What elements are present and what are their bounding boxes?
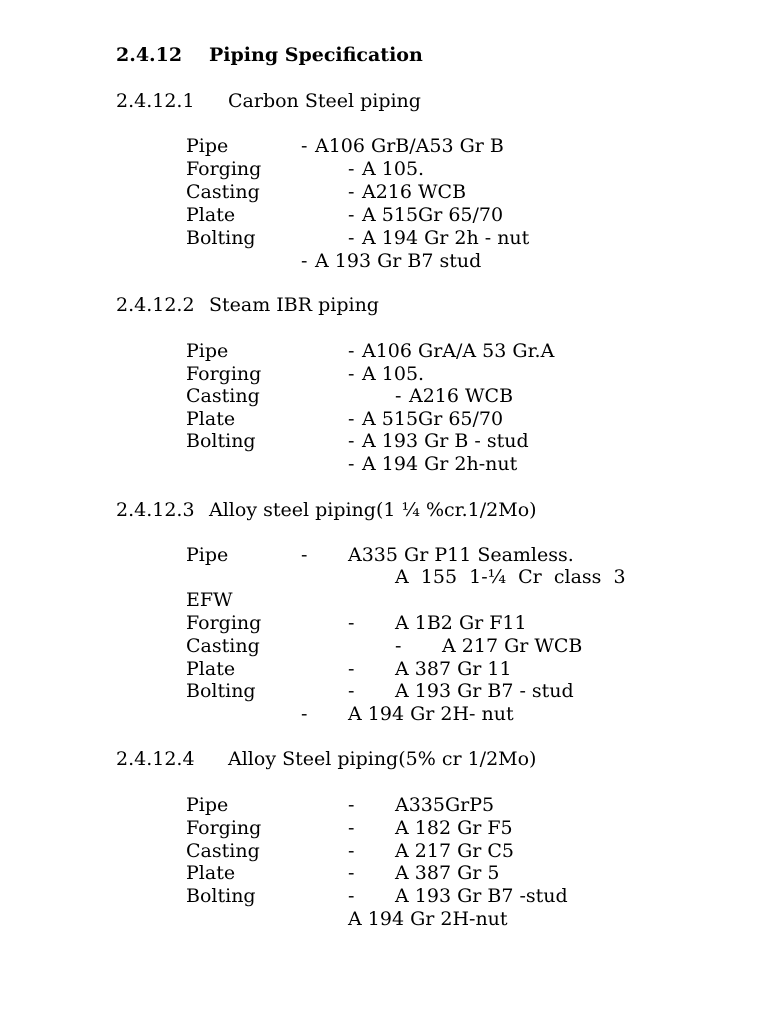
spec-label: Casting [186, 385, 260, 407]
spec-dash: - [301, 135, 308, 157]
spec-value: A 515Gr 65/70 [362, 204, 504, 226]
spec-dash: - [395, 635, 402, 657]
spec-dash: - [348, 227, 355, 249]
section-number: 2.4.12.2 [116, 294, 195, 316]
spec-value: A 515Gr 65/70 [362, 408, 504, 430]
spec-label: Bolting [186, 227, 256, 249]
spec-value: A 105. [362, 158, 425, 180]
spec-label: Forging [186, 817, 262, 839]
spec-dash: - [301, 703, 308, 725]
spec-label: Casting [186, 181, 260, 203]
spec-value: A 193 Gr B - stud [362, 430, 529, 452]
spec-dash: - [348, 680, 355, 702]
section-title: Steam IBR piping [209, 294, 379, 316]
spec-label: Pipe [186, 340, 229, 362]
section-title: Alloy steel piping(1 ¼ %cr.1/2Mo) [209, 499, 537, 521]
spec-value: A216 WCB [409, 385, 514, 407]
spec-label: Bolting [186, 885, 256, 907]
spec-dash: - [395, 385, 402, 407]
spec-dash: - [348, 794, 355, 816]
spec-value: A 217 Gr WCB [442, 635, 583, 657]
spec-label: Plate [186, 204, 236, 226]
section-number: 2.4.12.1 [116, 90, 195, 112]
spec-value: A 194 Gr 2H-nut [348, 908, 508, 930]
spec-label: Casting [186, 635, 260, 657]
spec-value: A 193 Gr B7 -stud [395, 885, 568, 907]
spec-value: A 193 Gr B7 - stud [395, 680, 574, 702]
spec-value: A 1B2 Gr F11 [395, 612, 527, 634]
spec-dash: - [348, 612, 355, 634]
spec-label: Bolting [186, 680, 256, 702]
spec-value: A 217 Gr C5 [395, 840, 514, 862]
spec-value: A 193 Gr B7 stud [315, 250, 482, 272]
spec-dash: - [301, 544, 308, 566]
spec-dash: - [348, 158, 355, 180]
spec-dash: - [348, 430, 355, 452]
spec-value: A216 WCB [362, 181, 467, 203]
spec-value: A335GrP5 [395, 794, 495, 816]
spec-value: A106 GrA/A 53 Gr.A [362, 340, 555, 362]
spec-dash: - [348, 340, 355, 362]
spec-label: Plate [186, 862, 236, 884]
spec-value: A 194 Gr 2H- nut [348, 703, 514, 725]
spec-label: Pipe [186, 135, 229, 157]
spec-value: A 155 1-¼ Cr class 3 [395, 566, 626, 588]
spec-value: A 194 Gr 2h-nut [362, 453, 518, 475]
spec-dash: - [348, 363, 355, 385]
spec-dash: - [348, 181, 355, 203]
spec-value: A 387 Gr 11 [395, 658, 512, 680]
spec-label: Forging [186, 158, 262, 180]
spec-label: Pipe [186, 794, 229, 816]
section-number: 2.4.12.3 [116, 499, 195, 521]
spec-value: A106 GrB/A53 Gr B [315, 135, 504, 157]
spec-value: A335 Gr P11 Seamless. [348, 544, 574, 566]
spec-value: A 182 Gr F5 [395, 817, 513, 839]
section-title: Alloy Steel piping(5% cr 1/2Mo) [228, 748, 537, 770]
spec-label: Plate [186, 658, 236, 680]
spec-value: A 105. [362, 363, 425, 385]
spec-label: Forging [186, 363, 262, 385]
spec-value: A 194 Gr 2h - nut [362, 227, 530, 249]
spec-dash: - [348, 658, 355, 680]
spec-label: Plate [186, 408, 236, 430]
spec-label: Forging [186, 612, 262, 634]
spec-dash: - [348, 408, 355, 430]
spec-dash: - [301, 250, 308, 272]
heading-number: 2.4.12 [116, 44, 183, 66]
spec-dash: - [348, 885, 355, 907]
section-number: 2.4.12.4 [116, 748, 195, 770]
spec-dash: - [348, 862, 355, 884]
spec-dash: - [348, 817, 355, 839]
spec-label: Pipe [186, 544, 229, 566]
spec-dash: - [348, 204, 355, 226]
heading-title: Piping Specification [209, 44, 423, 66]
spec-dash: - [348, 840, 355, 862]
spec-label: Bolting [186, 430, 256, 452]
spec-label: EFW [186, 589, 233, 611]
spec-value: A 387 Gr 5 [395, 862, 500, 884]
section-title: Carbon Steel piping [228, 90, 421, 112]
spec-label: Casting [186, 840, 260, 862]
spec-dash: - [348, 453, 355, 475]
